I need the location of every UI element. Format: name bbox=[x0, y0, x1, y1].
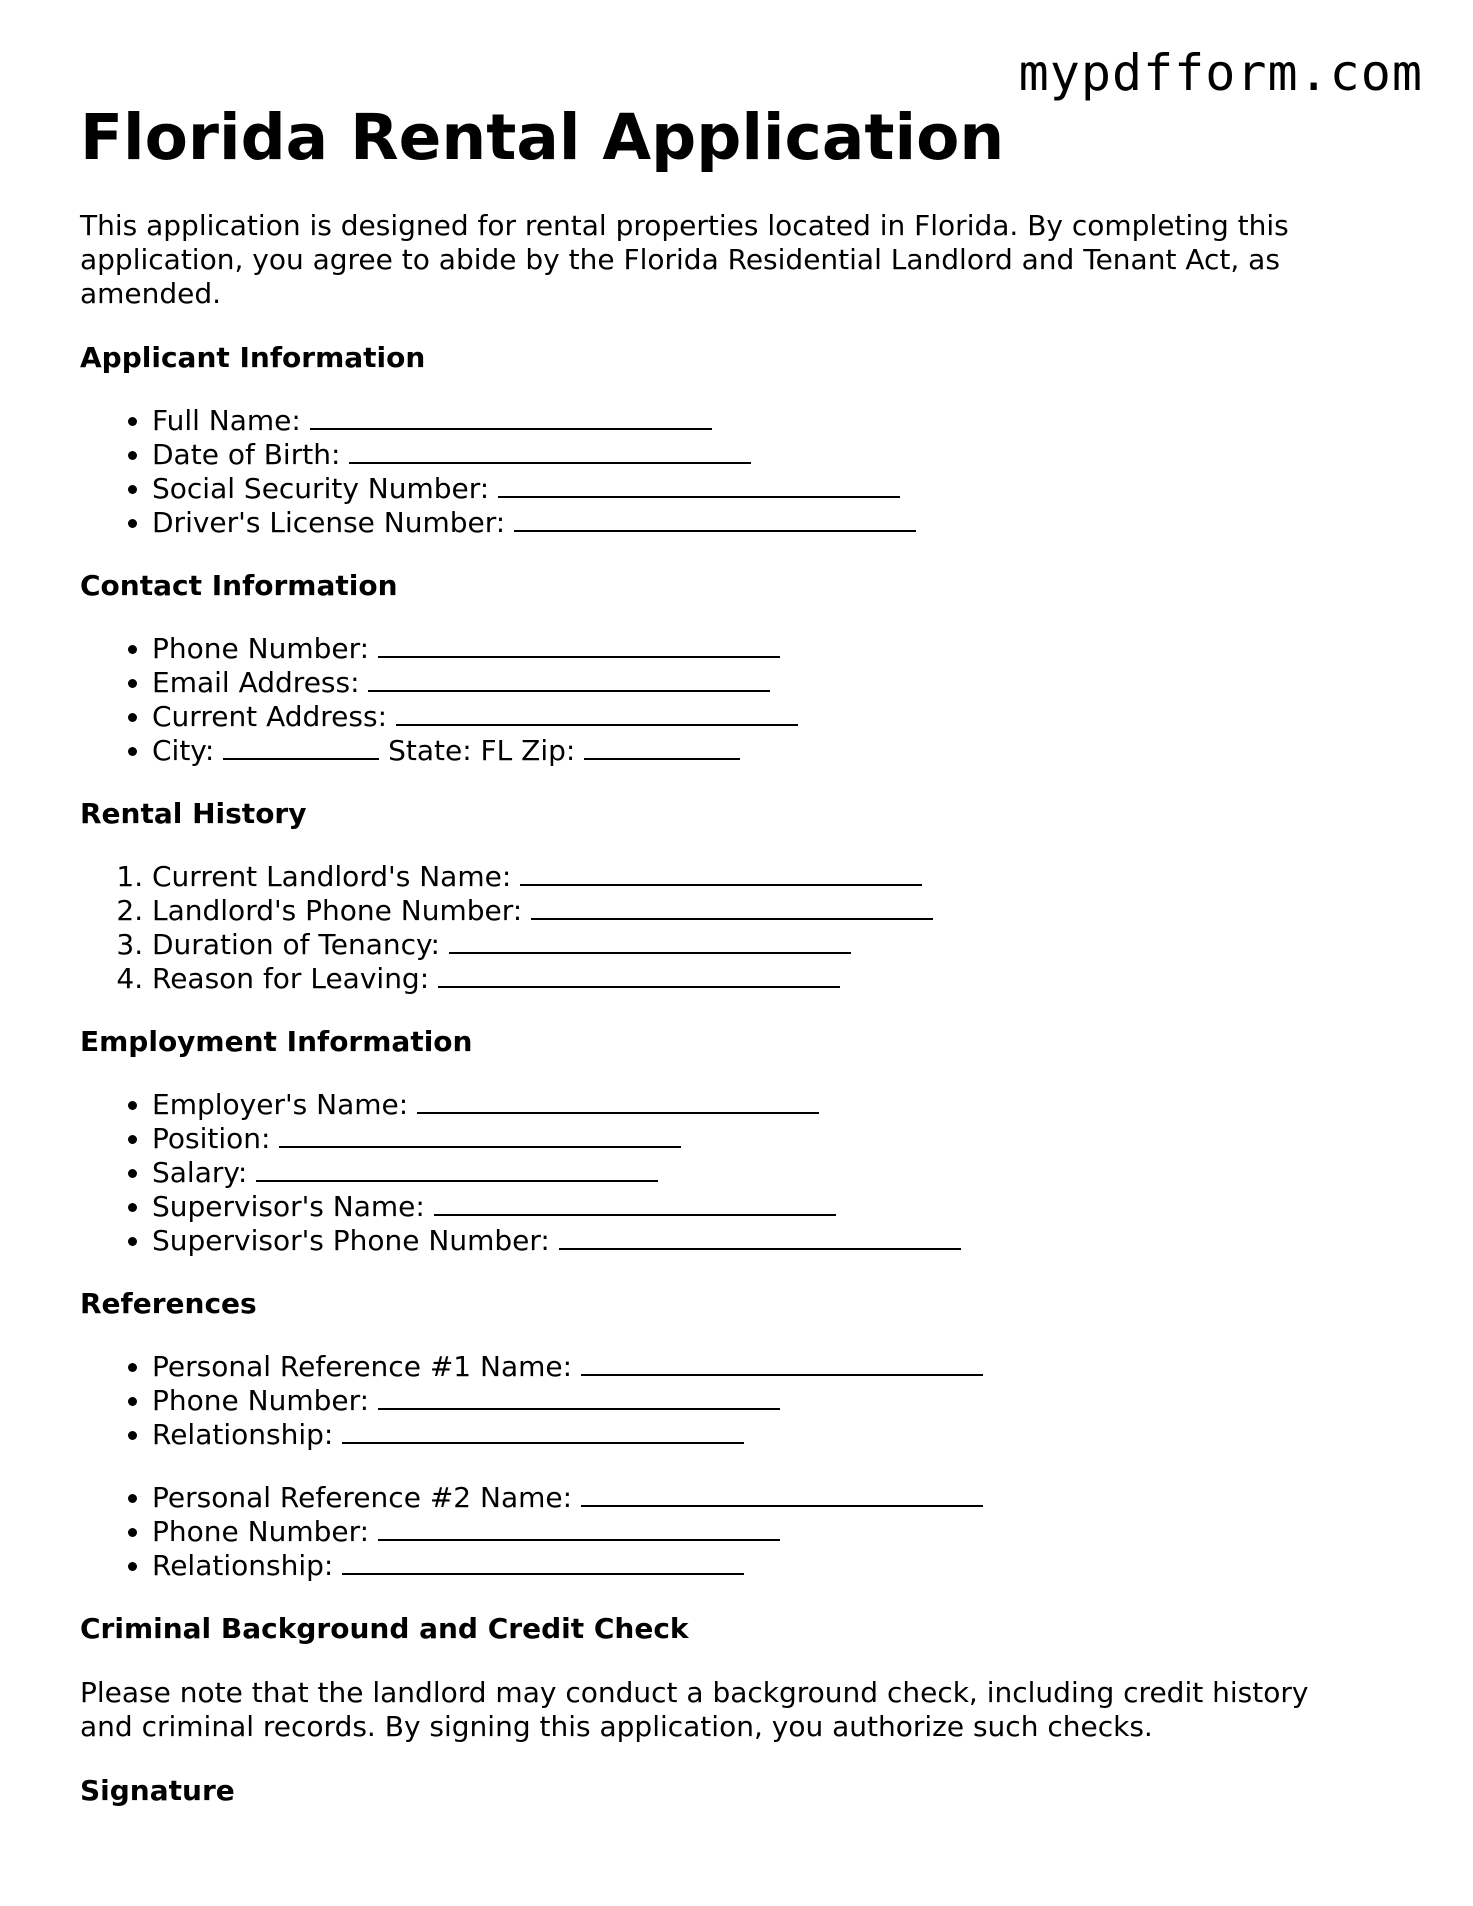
reference-1-phone-blank[interactable] bbox=[378, 1384, 780, 1410]
date-of-birth-blank[interactable] bbox=[349, 438, 751, 464]
field-label: Date of Birth: bbox=[152, 437, 341, 471]
field-label: Current Address: bbox=[152, 699, 388, 733]
document-page bbox=[80, 100, 1380, 1808]
section-heading-background-check: Criminal Background and Credit Check bbox=[80, 1611, 689, 1645]
field-label: Phone Number: bbox=[152, 1383, 370, 1417]
email-address-blank[interactable] bbox=[368, 666, 770, 692]
field-drivers-license bbox=[152, 506, 1380, 540]
field-full-name bbox=[152, 404, 1380, 438]
reference-2-relationship-blank[interactable] bbox=[342, 1549, 744, 1575]
field-city-state-zip bbox=[152, 734, 1380, 768]
field-email-address bbox=[152, 666, 1380, 700]
phone-number-blank[interactable] bbox=[378, 632, 780, 658]
field-reference-2-name bbox=[152, 1481, 1380, 1515]
current-address-blank[interactable] bbox=[396, 700, 798, 726]
supervisor-phone-blank[interactable] bbox=[559, 1224, 961, 1250]
intro-paragraph: This application is designed for rental properties located in Florida. By completing this application, you agree to abide by the Florida Residential Landlord and Tenant Act, as amended. bbox=[80, 208, 1289, 310]
field-label: Employer's Name: bbox=[152, 1087, 409, 1121]
section-heading-employment: Employment Information bbox=[80, 1024, 473, 1058]
supervisor-name-blank[interactable] bbox=[434, 1190, 836, 1216]
reference-2-name-blank[interactable] bbox=[581, 1481, 983, 1507]
drivers-license-blank[interactable] bbox=[514, 506, 916, 532]
field-reference-1-relationship bbox=[152, 1418, 1380, 1452]
section-heading-references: References bbox=[80, 1286, 257, 1320]
field-reference-2-relationship bbox=[152, 1549, 1380, 1583]
field-label: Email Address: bbox=[152, 665, 360, 699]
field-label: Position: bbox=[152, 1121, 271, 1155]
landlord-name-blank[interactable] bbox=[520, 860, 922, 886]
field-reference-1-phone bbox=[152, 1384, 1380, 1418]
field-label: Social Security Number: bbox=[152, 471, 490, 505]
ssn-blank[interactable] bbox=[498, 472, 900, 498]
section-heading-applicant: Applicant Information bbox=[80, 340, 426, 374]
field-employer-name bbox=[152, 1088, 1380, 1122]
field-position bbox=[152, 1122, 1380, 1156]
city-blank[interactable] bbox=[223, 734, 379, 760]
reference-2-phone-blank[interactable] bbox=[378, 1515, 780, 1541]
salary-blank[interactable] bbox=[256, 1156, 658, 1182]
field-label: Supervisor's Phone Number: bbox=[152, 1223, 550, 1257]
employer-name-blank[interactable] bbox=[417, 1088, 819, 1114]
field-label: Personal Reference #1 Name: bbox=[152, 1349, 573, 1383]
field-supervisor-name bbox=[152, 1190, 1380, 1224]
full-name-blank[interactable] bbox=[310, 404, 712, 430]
field-label: Landlord's Phone Number: bbox=[152, 893, 523, 927]
reference-2-field-list bbox=[80, 1481, 1380, 1583]
section-heading-signature: Signature bbox=[80, 1773, 235, 1807]
field-reference-1-name bbox=[152, 1350, 1380, 1384]
reference-1-relationship-blank[interactable] bbox=[342, 1418, 744, 1444]
field-label: Current Landlord's Name: bbox=[152, 859, 512, 893]
field-label: Driver's License Number: bbox=[152, 505, 506, 539]
rental-history-field-list bbox=[80, 860, 1380, 996]
document-title: Florida Rental Application bbox=[80, 101, 1005, 174]
state-zip-label: State: FL Zip: bbox=[388, 733, 576, 767]
background-check-paragraph: Please note that the landlord may conduct a background check, including credit history and criminal records. By signing this application, you authorize such checks. bbox=[80, 1675, 1309, 1743]
section-heading-rental-history: Rental History bbox=[80, 796, 307, 830]
watermark-logo: mypdfform.com bbox=[1018, 44, 1423, 102]
field-ssn bbox=[152, 472, 1380, 506]
field-date-of-birth bbox=[152, 438, 1380, 472]
contact-field-list bbox=[80, 632, 1380, 768]
field-label: Reason for Leaving: bbox=[152, 961, 430, 995]
section-heading-contact: Contact Information bbox=[80, 568, 398, 602]
reference-1-field-list bbox=[80, 1350, 1380, 1452]
employment-field-list bbox=[80, 1088, 1380, 1258]
position-blank[interactable] bbox=[279, 1122, 681, 1148]
zip-blank[interactable] bbox=[584, 734, 740, 760]
field-reference-2-phone bbox=[152, 1515, 1380, 1549]
field-label: Personal Reference #2 Name: bbox=[152, 1480, 573, 1514]
field-current-address bbox=[152, 700, 1380, 734]
reason-blank[interactable] bbox=[438, 962, 840, 988]
field-label: Supervisor's Name: bbox=[152, 1189, 425, 1223]
field-label: Phone Number: bbox=[152, 631, 370, 665]
field-supervisor-phone bbox=[152, 1224, 1380, 1258]
applicant-field-list bbox=[80, 404, 1380, 540]
field-salary bbox=[152, 1156, 1380, 1190]
duration-blank[interactable] bbox=[449, 928, 851, 954]
field-phone-number bbox=[152, 632, 1380, 666]
reference-1-name-blank[interactable] bbox=[581, 1350, 983, 1376]
field-label: Duration of Tenancy: bbox=[152, 927, 440, 961]
landlord-phone-blank[interactable] bbox=[531, 894, 933, 920]
field-label: Full Name: bbox=[152, 403, 301, 437]
field-label: Relationship: bbox=[152, 1417, 334, 1451]
field-landlord-phone bbox=[152, 894, 1380, 928]
field-label: Phone Number: bbox=[152, 1514, 370, 1548]
field-current-landlord-name bbox=[152, 860, 1380, 894]
field-duration-of-tenancy bbox=[152, 928, 1380, 962]
field-reason-for-leaving bbox=[152, 962, 1380, 996]
field-label: Relationship: bbox=[152, 1548, 334, 1582]
field-label: Salary: bbox=[152, 1155, 248, 1189]
city-label: City: bbox=[152, 733, 215, 767]
